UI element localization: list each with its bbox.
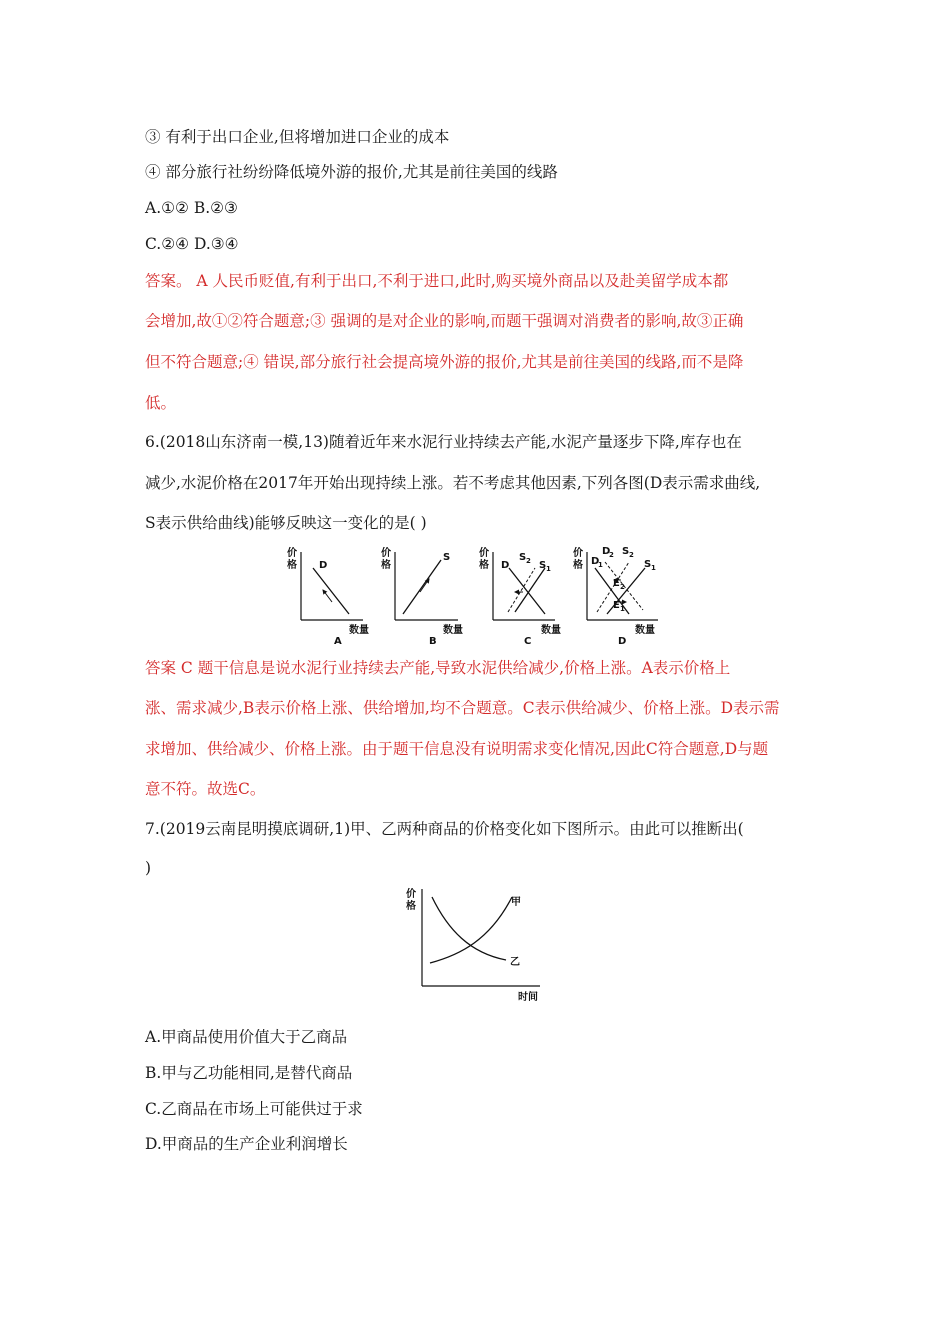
q6-panel-b bbox=[381, 546, 463, 645]
curve-label: S bbox=[443, 552, 451, 563]
y-axis-label: 格 bbox=[479, 560, 489, 571]
supply-curve-s2 bbox=[508, 568, 535, 612]
x-axis-label: 数量 bbox=[635, 625, 655, 636]
y-axis-label: 格 bbox=[287, 560, 297, 571]
y-axis-label: 格 bbox=[573, 560, 583, 571]
panel-letter: C bbox=[524, 636, 532, 645]
q6-answer-line: 涨、需求减少,B表示价格上涨、供给增加,均不合题意。C表示供给减少、价格上涨。D表示需 bbox=[145, 699, 780, 717]
curve-label: S bbox=[519, 552, 527, 563]
q6-panel-c bbox=[479, 546, 561, 645]
curve-label: D bbox=[602, 546, 611, 557]
curve-label: S bbox=[539, 560, 547, 571]
q6-stem-line: 减少,水泥价格在2017年开始出现持续上涨。若不考虑其他因素,下列各图(D表示需求曲线, bbox=[145, 474, 761, 492]
curve-label: D bbox=[319, 560, 328, 571]
point-subscript: 2 bbox=[620, 583, 625, 591]
supply-curve bbox=[403, 560, 441, 614]
q6-panel-a bbox=[287, 546, 369, 645]
q7-option-d: D.甲商品的生产企业利润增长 bbox=[145, 1135, 348, 1153]
demand-curve bbox=[313, 568, 349, 614]
q6-stem-line: 6.(2018山东济南一模,13)随着近年来水泥行业持续去产能,水泥产量逐步下降,库存也在 bbox=[145, 433, 742, 451]
q6-answer-line: 意不符。故选C。 bbox=[145, 780, 266, 798]
q7-option-a: A.甲商品使用价值大于乙商品 bbox=[145, 1028, 348, 1046]
q5-answer-line: 低。 bbox=[145, 394, 177, 412]
curve-label: D bbox=[501, 560, 510, 571]
supply-curve-s1 bbox=[515, 568, 545, 612]
q6-panel-d bbox=[573, 546, 658, 645]
curve-subscript: 2 bbox=[629, 551, 634, 559]
point-label: E bbox=[613, 578, 620, 589]
curve-jia bbox=[430, 897, 512, 963]
movement-arrow bbox=[323, 590, 332, 602]
q6-answer-line: 求增加、供给减少、价格上涨。由于题干信息没有说明需求变化情况,因此C符合题意,D与题 bbox=[145, 740, 769, 758]
panel-letter: D bbox=[618, 636, 627, 645]
y-axis-label: 价 bbox=[287, 548, 297, 559]
y-axis-label: 价 bbox=[573, 548, 583, 559]
q6-answer-line: 答案 C 题干信息是说水泥行业持续去产能,导致水泥供给减少,价格上涨。A表示价格上 bbox=[145, 659, 731, 677]
y-axis-label: 格 bbox=[406, 901, 416, 912]
curve-subscript: 1 bbox=[651, 564, 656, 572]
q7-stem-line: ) bbox=[145, 859, 152, 877]
curve-subscript: 2 bbox=[609, 551, 614, 559]
panel-letter: B bbox=[429, 636, 437, 645]
q7-stem-line: 7.(2019云南昆明摸底调研,1)甲、乙两种商品的价格变化如下图所示。由此可以推断出( bbox=[145, 820, 744, 838]
y-axis-label: 价 bbox=[479, 548, 489, 559]
x-axis-label: 数量 bbox=[541, 625, 561, 636]
q7-option-c: C.乙商品在市场上可能供过于求 bbox=[145, 1100, 363, 1118]
x-axis-label: 数量 bbox=[349, 625, 369, 636]
q6-supply-demand-figure bbox=[283, 540, 668, 645]
q5-option-3: ③ 有利于出口企业,但将增加进口企业的成本 bbox=[145, 128, 450, 146]
x-axis-label: 数量 bbox=[443, 625, 463, 636]
curve-yi bbox=[432, 897, 506, 960]
q5-choices-cd: C.②④ D.③④ bbox=[145, 235, 239, 253]
y-axis-label: 格 bbox=[381, 560, 391, 571]
curve-subscript: 1 bbox=[546, 565, 551, 573]
point-subscript: 1 bbox=[620, 605, 625, 613]
q5-option-4: ④ 部分旅行社纷纷降低境外游的报价,尤其是前往美国的线路 bbox=[145, 163, 558, 181]
curve-subscript: 2 bbox=[526, 557, 531, 565]
panel-letter: A bbox=[334, 636, 342, 645]
q7-price-time-figure bbox=[400, 885, 550, 1005]
q5-answer-line: 答案。 A 人民币贬值,有利于出口,不利于进口,此时,购买境外商品以及赴美留学成本都 bbox=[145, 272, 729, 290]
curve-subscript: 1 bbox=[598, 561, 603, 569]
q5-choices-ab: A.①② B.②③ bbox=[145, 199, 238, 217]
movement-arrow bbox=[420, 579, 429, 592]
curve-label: D bbox=[591, 556, 600, 567]
point-label: E bbox=[613, 600, 620, 611]
curve-label: S bbox=[644, 559, 652, 570]
curve-label: S bbox=[622, 546, 630, 557]
q7-option-b: B.甲与乙功能相同,是替代商品 bbox=[145, 1064, 353, 1082]
curve-label-jia: 甲 bbox=[511, 897, 521, 908]
q6-stem-line: S表示供给曲线)能够反映这一变化的是( ) bbox=[145, 514, 427, 532]
q5-answer-line: 但不符合题意;④ 错误,部分旅行社会提高境外游的报价,尤其是前往美国的线路,而不是降 bbox=[145, 353, 744, 371]
y-axis-label: 价 bbox=[381, 548, 391, 559]
y-axis-label: 价 bbox=[406, 889, 416, 900]
x-axis-label: 时间 bbox=[518, 992, 538, 1003]
curve-label-yi: 乙 bbox=[510, 957, 520, 968]
q5-answer-line: 会增加,故①②符合题意;③ 强调的是对企业的影响,而题干强调对消费者的影响,故③正确 bbox=[145, 312, 744, 330]
